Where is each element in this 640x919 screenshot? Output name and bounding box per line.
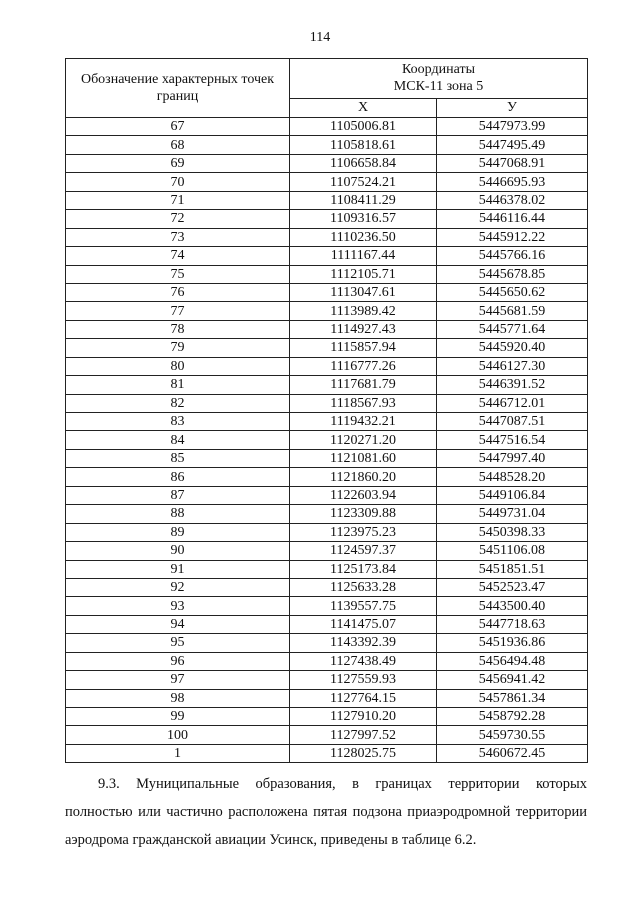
cell-x: 1107524.21 xyxy=(290,173,437,191)
cell-x: 1141475.07 xyxy=(290,615,437,633)
cell-x: 1124597.37 xyxy=(290,542,437,560)
cell-y: 5446378.02 xyxy=(437,191,588,209)
cell-point: 83 xyxy=(66,413,290,431)
cell-x: 1128025.75 xyxy=(290,744,437,762)
cell-point: 76 xyxy=(66,283,290,301)
cell-point: 81 xyxy=(66,376,290,394)
table-row xyxy=(66,542,588,560)
cell-point: 69 xyxy=(66,154,290,172)
table-row xyxy=(66,634,588,652)
cell-x: 1116777.26 xyxy=(290,357,437,375)
table-row xyxy=(66,413,588,431)
cell-y: 5445678.85 xyxy=(437,265,588,283)
table-row xyxy=(66,689,588,707)
table-row xyxy=(66,578,588,596)
cell-y: 5447087.51 xyxy=(437,413,588,431)
coordinates-table xyxy=(65,58,588,763)
table-row xyxy=(66,708,588,726)
cell-x: 1121081.60 xyxy=(290,449,437,467)
header-coordinates-system: МСК-11 зона 5 xyxy=(393,79,484,95)
cell-x: 1111167.44 xyxy=(290,247,437,265)
cell-y: 5456494.48 xyxy=(437,652,588,670)
cell-x: 1122603.94 xyxy=(290,486,437,504)
paragraph-body: полностью или частично расположена пятая подзона приаэродромной территории аэродрома гражданской авиации Усинск, приведены в таблице 6.2. xyxy=(65,804,587,848)
cell-y: 5456941.42 xyxy=(437,671,588,689)
cell-y: 5445920.40 xyxy=(437,339,588,357)
table-row xyxy=(66,615,588,633)
table-row xyxy=(66,320,588,338)
table-row xyxy=(66,726,588,744)
cell-y: 5447997.40 xyxy=(437,449,588,467)
table-row xyxy=(66,394,588,412)
cell-point: 68 xyxy=(66,136,290,154)
cell-x: 1118567.93 xyxy=(290,394,437,412)
cell-x: 1127559.93 xyxy=(290,671,437,689)
cell-y: 5447718.63 xyxy=(437,615,588,633)
cell-y: 5457861.34 xyxy=(437,689,588,707)
cell-x: 1123975.23 xyxy=(290,523,437,541)
cell-point: 86 xyxy=(66,468,290,486)
table-row xyxy=(66,191,588,209)
cell-x: 1139557.75 xyxy=(290,597,437,615)
cell-point: 85 xyxy=(66,449,290,467)
cell-x: 1110236.50 xyxy=(290,228,437,246)
table-row xyxy=(66,154,588,172)
cell-y: 5445912.22 xyxy=(437,228,588,246)
cell-x: 1120271.20 xyxy=(290,431,437,449)
table-row xyxy=(66,118,588,136)
cell-point: 89 xyxy=(66,523,290,541)
cell-y: 5446391.52 xyxy=(437,376,588,394)
header-coordinates-title: Координаты xyxy=(402,62,475,78)
table-row xyxy=(66,560,588,578)
table-row xyxy=(66,597,588,615)
cell-y: 5449731.04 xyxy=(437,505,588,523)
cell-y: 5446695.93 xyxy=(437,173,588,191)
cell-x: 1127438.49 xyxy=(290,652,437,670)
section-paragraph xyxy=(65,770,587,854)
table-row xyxy=(66,210,588,228)
cell-x: 1127910.20 xyxy=(290,708,437,726)
cell-point: 67 xyxy=(66,118,290,136)
cell-point: 1 xyxy=(66,744,290,762)
cell-point: 84 xyxy=(66,431,290,449)
cell-y: 5459730.55 xyxy=(437,726,588,744)
cell-y: 5458792.28 xyxy=(437,708,588,726)
cell-y: 5446116.44 xyxy=(437,210,588,228)
cell-y: 5446127.30 xyxy=(437,357,588,375)
cell-y: 5445650.62 xyxy=(437,283,588,301)
cell-y: 5451106.08 xyxy=(437,542,588,560)
table-body xyxy=(66,118,588,763)
cell-point: 82 xyxy=(66,394,290,412)
cell-y: 5445766.16 xyxy=(437,247,588,265)
cell-point: 98 xyxy=(66,689,290,707)
cell-point: 99 xyxy=(66,708,290,726)
table-row xyxy=(66,283,588,301)
cell-y: 5447973.99 xyxy=(437,118,588,136)
cell-y: 5447068.91 xyxy=(437,154,588,172)
table-row xyxy=(66,431,588,449)
cell-y: 5446712.01 xyxy=(437,394,588,412)
cell-point: 79 xyxy=(66,339,290,357)
cell-x: 1106658.84 xyxy=(290,154,437,172)
table-row xyxy=(66,376,588,394)
cell-point: 97 xyxy=(66,671,290,689)
table-row xyxy=(66,228,588,246)
table-row xyxy=(66,523,588,541)
table-row xyxy=(66,265,588,283)
cell-x: 1114927.43 xyxy=(290,320,437,338)
header-x: X xyxy=(290,98,437,117)
cell-x: 1105006.81 xyxy=(290,118,437,136)
page-number: 114 xyxy=(309,30,331,45)
cell-x: 1125173.84 xyxy=(290,560,437,578)
cell-y: 5445771.64 xyxy=(437,320,588,338)
cell-point: 75 xyxy=(66,265,290,283)
cell-point: 93 xyxy=(66,597,290,615)
cell-x: 1127764.15 xyxy=(290,689,437,707)
table-row xyxy=(66,173,588,191)
cell-point: 95 xyxy=(66,634,290,652)
cell-x: 1117681.79 xyxy=(290,376,437,394)
table-row xyxy=(66,302,588,320)
cell-y: 5450398.33 xyxy=(437,523,588,541)
cell-y: 5449106.84 xyxy=(437,486,588,504)
header-y: У xyxy=(437,98,588,117)
table-row xyxy=(66,505,588,523)
cell-point: 96 xyxy=(66,652,290,670)
cell-x: 1119432.21 xyxy=(290,413,437,431)
table-row xyxy=(66,744,588,762)
cell-point: 74 xyxy=(66,247,290,265)
cell-point: 100 xyxy=(66,726,290,744)
cell-y: 5451936.86 xyxy=(437,634,588,652)
cell-x: 1127997.52 xyxy=(290,726,437,744)
cell-x: 1143392.39 xyxy=(290,634,437,652)
cell-point: 77 xyxy=(66,302,290,320)
cell-x: 1125633.28 xyxy=(290,578,437,596)
table-row xyxy=(66,486,588,504)
cell-point: 73 xyxy=(66,228,290,246)
cell-point: 90 xyxy=(66,542,290,560)
cell-point: 80 xyxy=(66,357,290,375)
cell-y: 5460672.45 xyxy=(437,744,588,762)
cell-point: 72 xyxy=(66,210,290,228)
cell-y: 5447495.49 xyxy=(437,136,588,154)
cell-x: 1105818.61 xyxy=(290,136,437,154)
table-row xyxy=(66,671,588,689)
paragraph-first-line: 9.3. Муниципальные образования, в границах территории которых xyxy=(98,776,587,792)
cell-point: 70 xyxy=(66,173,290,191)
cell-y: 5447516.54 xyxy=(437,431,588,449)
cell-point: 88 xyxy=(66,505,290,523)
cell-y: 5448528.20 xyxy=(437,468,588,486)
table-row xyxy=(66,339,588,357)
cell-x: 1113989.42 xyxy=(290,302,437,320)
table-row xyxy=(66,468,588,486)
table-row xyxy=(66,357,588,375)
header-coordinates xyxy=(290,59,588,99)
cell-y: 5451851.51 xyxy=(437,560,588,578)
cell-point: 94 xyxy=(66,615,290,633)
cell-x: 1121860.20 xyxy=(290,468,437,486)
table-row xyxy=(66,247,588,265)
cell-point: 92 xyxy=(66,578,290,596)
cell-x: 1113047.61 xyxy=(290,283,437,301)
cell-point: 87 xyxy=(66,486,290,504)
cell-x: 1112105.71 xyxy=(290,265,437,283)
cell-point: 91 xyxy=(66,560,290,578)
cell-x: 1123309.88 xyxy=(290,505,437,523)
table-row xyxy=(66,652,588,670)
table-row xyxy=(66,449,588,467)
cell-x: 1109316.57 xyxy=(290,210,437,228)
cell-point: 78 xyxy=(66,320,290,338)
cell-y: 5452523.47 xyxy=(437,578,588,596)
cell-x: 1108411.29 xyxy=(290,191,437,209)
header-point-designation: Обозначение характерных точек границ xyxy=(66,59,290,118)
cell-y: 5445681.59 xyxy=(437,302,588,320)
cell-y: 5443500.40 xyxy=(437,597,588,615)
cell-point: 71 xyxy=(66,191,290,209)
table-row xyxy=(66,136,588,154)
cell-x: 1115857.94 xyxy=(290,339,437,357)
